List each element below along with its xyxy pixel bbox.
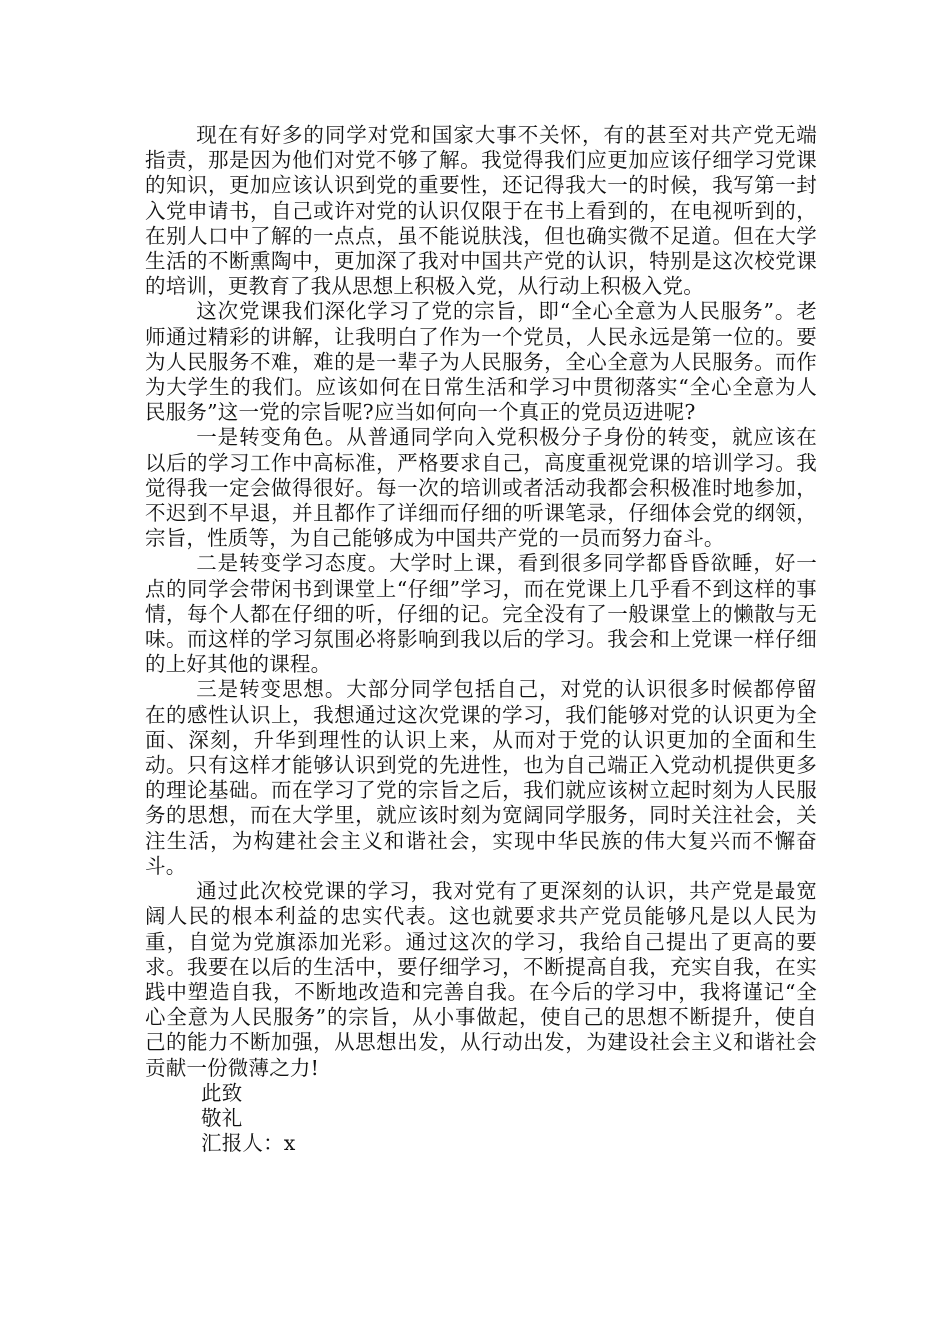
- closing-salutation: 此致: [201, 1080, 243, 1105]
- closing-respect: 敬礼: [201, 1105, 243, 1130]
- paragraph-1: 现在有好多的同学对党和国家大事不关怀，有的甚至对共产党无端指责，那是因为他们对党不够了解。我觉得我们应更加应该仔细学习党课的知识，更加应该认识到党的重要性，还记得我大一的时候，我写第一封入党申请书，自己或许对党的认识仅限于在书上看到的，在电视听到的，在别人口中了解的一点点，虽不能说肤浅，但也确实微不足道。但在大学生活的不断熏陶中，更加深了我对中国共产党的认识，特别是这次校党课的培训，更教育了我从思想上积极入党，从行动上积极入党。: [145, 123, 817, 299]
- document-page: [145, 123, 817, 1156]
- paragraph-5: 三是转变思想。大部分同学包括自己，对党的认识很多时候都停留在的感性认识上，我想通过这次党课的学习，我们能够对党的认识更为全面、深刻，升华到理性的认识上来，从而对于党的认识更加的全面和生动。只有这样才能够认识到党的先进性，也为自己端正入党动机提供更多的理论基础。而在学习了党的宗旨之后，我们就应该树立起时刻为人民服务的思想，而在大学里，就应该时刻为宽阔同学服务，同时关注社会，关注生活，为构建社会主义和谐社会，实现中华民族的伟大复兴而不懈奋斗。: [145, 677, 817, 878]
- paragraph-2: 这次党课我们深化学习了党的宗旨，即“全心全意为人民服务”。老师通过精彩的讲解，让我明白了作为一个党员，人民永远是第一位的。要为人民服务不难，难的是一辈子为人民服务，全心全意为人民服务。而作为大学生的我们。应该如何在日常生活和学习中贯彻落实“全心全意为人民服务”这一党的宗旨呢?应当如何向一个真正的党员迈进呢?: [145, 299, 817, 425]
- reporter-signature: 汇报人：x: [201, 1131, 296, 1156]
- paragraph-4: 二是转变学习态度。大学时上课，看到很多同学都昏昏欲睡，好一点的同学会带闲书到课堂上“仔细”学习，而在党课上几乎看不到这样的事情，每个人都在仔细的听，仔细的记。完全没有了一般课堂上的懒散与无味。而这样的学习氛围必将影响到我以后的学习。我会和上党课一样仔细的上好其他的课程。: [145, 551, 817, 677]
- paragraph-6: 通过此次校党课的学习，我对党有了更深刻的认识，共产党是最宽阔人民的根本利益的忠实代表。这也就要求共产党员能够凡是以人民为重，自觉为党旗添加光彩。通过这次的学习，我给自己提出了更高的要求。我要在以后的生活中，要仔细学习，不断提高自我，充实自我，在实践中塑造自我，不断地改造和完善自我。在今后的学习中，我将谨记“全心全意为人民服务”的宗旨，从小事做起，使自己的思想不断提升，使自己的能力不断加强，从思想出发，从行动出发，为建设社会主义和谐社会贡献一份微薄之力!: [145, 879, 817, 1080]
- paragraph-3: 一是转变角色。从普通同学向入党积极分子身份的转变，就应该在以后的学习工作中高标准，严格要求自己，高度重视党课的培训学习。我觉得我一定会做得很好。每一次的培训或者活动我都会积极准时地参加，不迟到不早退，并且都作了详细而仔细的听课笔录，仔细体会党的纲领，宗旨，性质等，为自己能够成为中国共产党的一员而努力奋斗。: [145, 425, 817, 551]
